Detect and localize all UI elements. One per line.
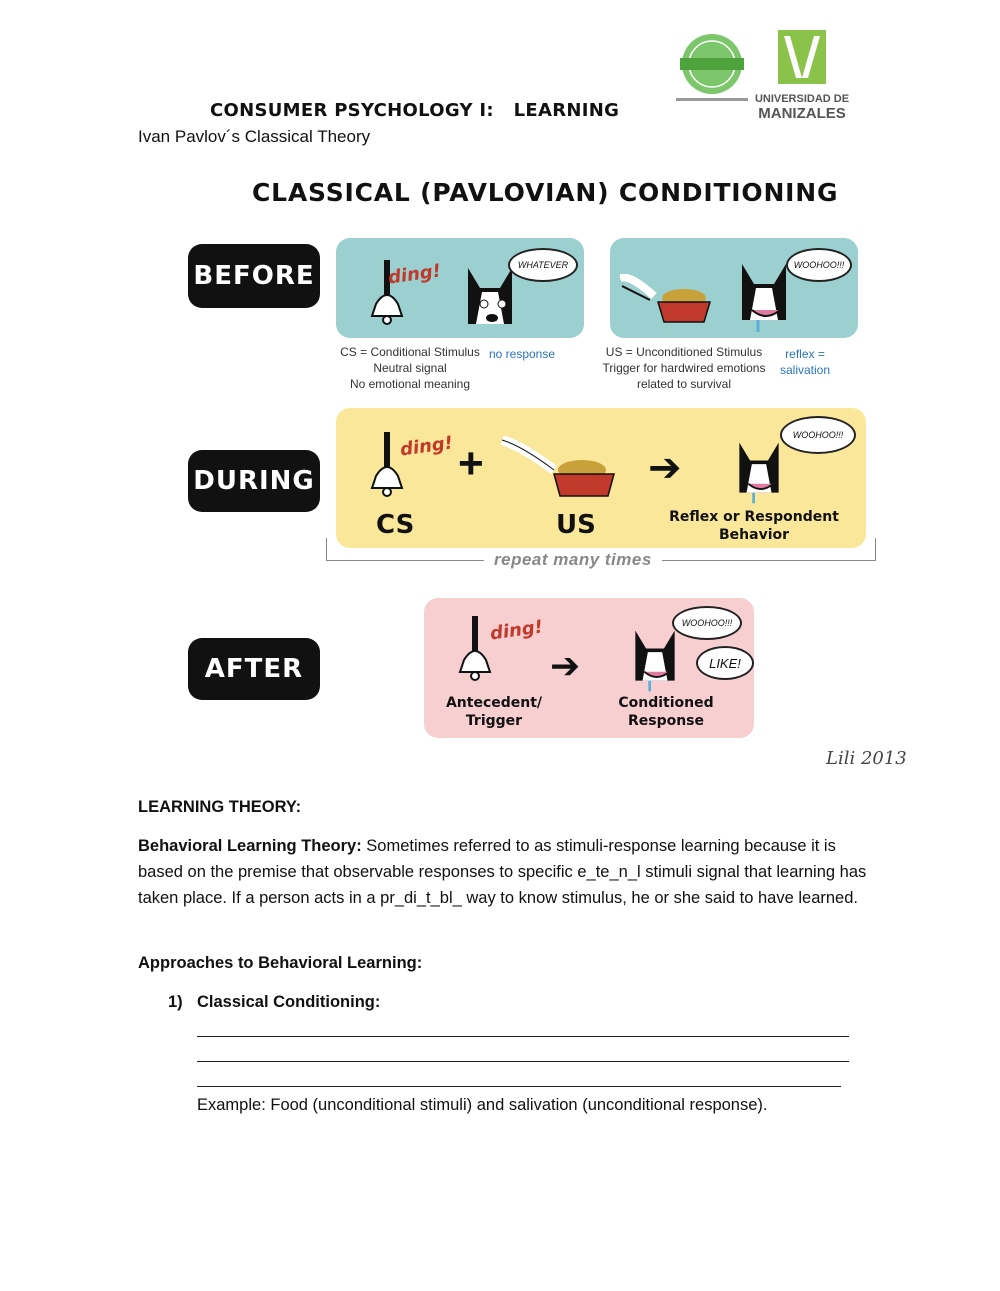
- item-number: 1): [168, 993, 183, 1011]
- cs-caption-line: CS = Conditional Stimulus: [340, 345, 480, 359]
- cs-caption-line: No emotional meaning: [349, 377, 471, 391]
- arrow-right-icon: ➔: [648, 446, 682, 490]
- dog-icon: [462, 264, 518, 334]
- section-heading: LEARNING THEORY:: [138, 798, 302, 816]
- happy-dog-icon: [734, 438, 784, 508]
- during-panel: [336, 408, 866, 548]
- behavioral-term: Behavioral Learning Theory:: [138, 837, 362, 855]
- university-emblem-icon: [744, 28, 860, 88]
- ding-text: ding!: [488, 616, 545, 645]
- answer-line[interactable]: [197, 1086, 841, 1087]
- before-cs-panel: [336, 238, 584, 338]
- page-subtitle: Ivan Pavlov´s Classical Theory: [138, 127, 371, 146]
- answer-line[interactable]: [197, 1061, 849, 1062]
- university-logo: [744, 28, 860, 120]
- accreditation-seal: [672, 28, 752, 108]
- reflex-note: [772, 346, 838, 378]
- food-bowl-icon: [620, 274, 720, 328]
- us-caption-line: US = Unconditioned Stimulus: [605, 345, 763, 359]
- reflex-note-line: salivation: [779, 363, 831, 377]
- response-label-line: Conditioned: [618, 695, 714, 711]
- course-title: CONSUMER PSYCHOLOGY I: LEARNING: [210, 100, 620, 121]
- ding-text: ding!: [386, 260, 443, 289]
- trigger-label-line: Antecedent/: [445, 695, 543, 711]
- response-label-line: Response: [627, 713, 705, 729]
- university-name-1: UNIVERSIDAD DE: [754, 93, 850, 105]
- result-label-line: Behavior: [718, 527, 790, 543]
- during-label: DURING: [188, 450, 320, 512]
- signature: Lili 2013: [826, 748, 907, 769]
- cs-label: CS: [376, 510, 415, 540]
- cs-caption-line: Neutral signal: [373, 361, 447, 375]
- thought-bubble: WHATEVER: [508, 248, 578, 282]
- behavioral-text: Sometimes referred to as stimuli-response learning because it is based on the premise that observable responses to specific e_te_n_l stimuli signal that learning has taken place. If a person acts in a pr_di_t_bl_ way to know stimulus, he or she said to have learned.: [138, 837, 867, 907]
- thought-bubble: LIKE!: [696, 646, 754, 680]
- before-label: BEFORE: [188, 244, 320, 308]
- trigger-label: [434, 694, 554, 730]
- before-us-panel: [610, 238, 858, 338]
- food-bowl-icon: [498, 436, 618, 500]
- response-label: [606, 694, 726, 730]
- infographic-title: CLASSICAL (PAVLOVIAN) CONDITIONING: [252, 178, 839, 207]
- thought-bubble: WOOHOO!!!: [786, 248, 852, 282]
- result-label-line: Reflex or Respondent: [669, 509, 839, 525]
- answer-line[interactable]: [197, 1036, 849, 1037]
- plus-icon: +: [458, 439, 484, 488]
- arrow-right-icon: ➔: [550, 645, 581, 686]
- after-label: AFTER: [188, 638, 320, 700]
- after-panel: [424, 598, 754, 738]
- us-label: US: [556, 510, 596, 540]
- university-name-2: MANIZALES: [758, 105, 846, 122]
- us-caption: [596, 344, 772, 392]
- item-title: Classical Conditioning:: [197, 993, 381, 1011]
- thought-bubble: WOOHOO!!!: [780, 416, 856, 454]
- happy-dog-icon: [630, 626, 680, 696]
- ding-text: ding!: [398, 432, 455, 461]
- repeat-text: repeat many times: [484, 550, 662, 570]
- us-caption-line: related to survival: [636, 377, 732, 391]
- us-caption-line: Trigger for hardwired emotions: [602, 361, 766, 375]
- no-response-note: no response: [488, 347, 556, 361]
- example-text: Example: Food (unconditional stimuli) and salivation (unconditional response).: [197, 1096, 768, 1114]
- behavioral-paragraph: [138, 833, 868, 911]
- happy-dog-icon: [736, 260, 792, 336]
- cs-caption: [330, 344, 490, 392]
- thought-bubble: WOOHOO!!!: [672, 606, 742, 640]
- approaches-heading: Approaches to Behavioral Learning:: [138, 954, 423, 972]
- reflex-note-line: reflex =: [785, 347, 825, 361]
- trigger-label-line: Trigger: [465, 713, 523, 729]
